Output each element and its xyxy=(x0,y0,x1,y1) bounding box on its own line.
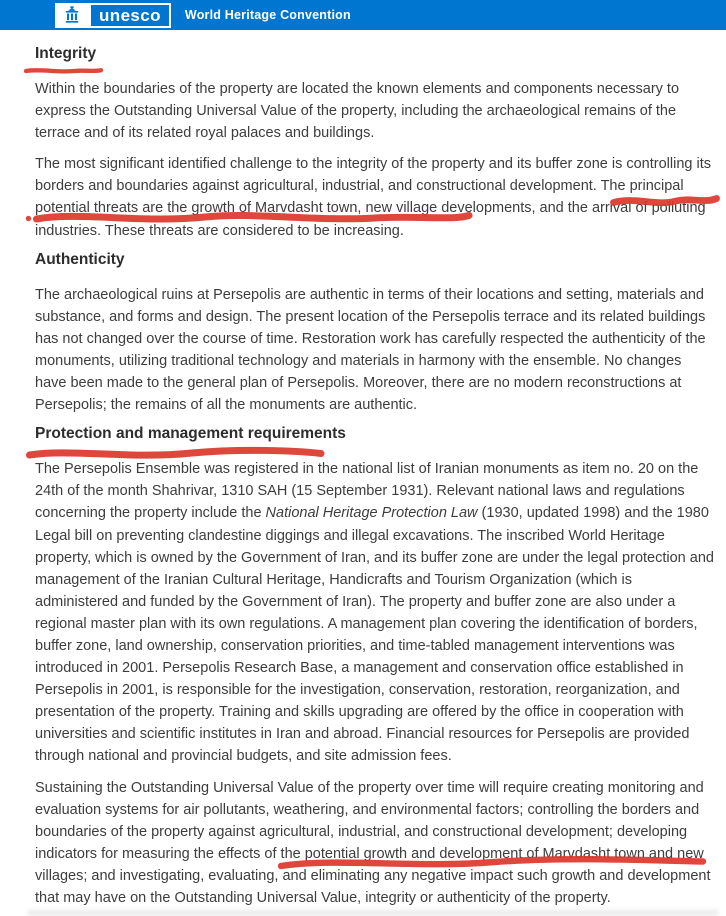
law-title-italic: National Heritage Protection Law xyxy=(265,505,478,522)
integrity-paragraph-2: The most significant identified challenge to the integrity of the property and its buffer zone is controlling its borders and boundaries against agricultural, industrial, and constructional development. The principal potential threats are the growth of Marvdasht town, new village developments, and the arrival of polluting industries. These threats are considered to be increasing. xyxy=(35,156,711,239)
bottom-edge-smudge xyxy=(28,910,718,916)
section-heading-protection: Protection and management requirements xyxy=(35,425,346,443)
authenticity-paragraph-1: The archaeological ruins at Persepolis are authentic in terms of their locations and setting, materials and substance, and forms and design. The present location of the Persepolis terrace and its related buildings has not changed over the course of time. Restoration work has carefully respected the authenticity of the monuments, utilizing traditional technology and materials in harmony with the ensemble. No changes have been made to the general plan of Persepolis. Moreover, there are no modern reconstructions at Persepolis; the remains of all the monuments are authentic. xyxy=(35,286,706,414)
protection-paragraph-1 xyxy=(35,458,716,767)
section-heading-integrity: Integrity xyxy=(35,45,97,62)
protection-p1-text-cont: (1930, updated 1998) and the 1980 Legal bill on preventing clandestine diggings and illegal excavations. The inscribed World Heritage property, which is owned by the Government of Iran, and its buffer zone are under the legal protection and management of the Iranian Cultural Heritage, Handicrafts and Tourism Organization (which is administered and funded by the Government of Iran). The property and buffer zone are also under a regional master plan with its own regulations. A management plan covering the identification of borders, buffer zone, land ownership, conservation priorities, and time-tabled management interventions was introduced in 2001. Persepolis Research Base, a management and conservation office established in Persepolis in 2001, is responsible for the investigation, conservation, restoration, reorganization, and presentation of the property. Training and skills upgrading are offered by the office in cooperation with universities and scientific institutes in Iran and abroad. Financial resources for Persepolis are provided through national and provincial budgets, and site admission fees. xyxy=(35,505,714,765)
protection-p1-text: The Persepolis Ensemble was registered in the national list of Iranian monuments as item no. 20 on the 24th of the month Shahrivar, 1310 SAH (15 September 1931). Relevant national laws and regulations concerning the property include the xyxy=(35,461,699,522)
top-bar xyxy=(0,0,726,30)
section-heading-authenticity: Authenticity xyxy=(35,250,125,268)
unesco-wordmark: unesco xyxy=(89,3,171,28)
integrity-paragraph-1: Within the boundaries of the property are located the known elements and components necessary to express the Outstanding Universal Value of the property, including the archaeological remains of the terrace and of its related royal palaces and buildings. xyxy=(35,81,680,142)
page-content xyxy=(0,30,726,909)
unesco-logo[interactable] xyxy=(55,3,171,28)
unesco-temple-icon xyxy=(55,3,89,28)
protection-paragraph-2: Sustaining the Outstanding Universal Value of the property over time will require creating monitoring and evaluation systems for air pollutants, weathering, and environmental factors; controlling the borders and boundaries of the property against agricultural, industrial, and constructional development; developing indicators for measuring the effects of the potential growth and development of Marvdasht town and new villages; and investigating, evaluating, and eliminating any negative impact such growth and development that may have on the Outstanding Universal Value, integrity or authenticity of the property. xyxy=(35,779,711,906)
site-title[interactable]: World Heritage Convention xyxy=(184,8,351,22)
